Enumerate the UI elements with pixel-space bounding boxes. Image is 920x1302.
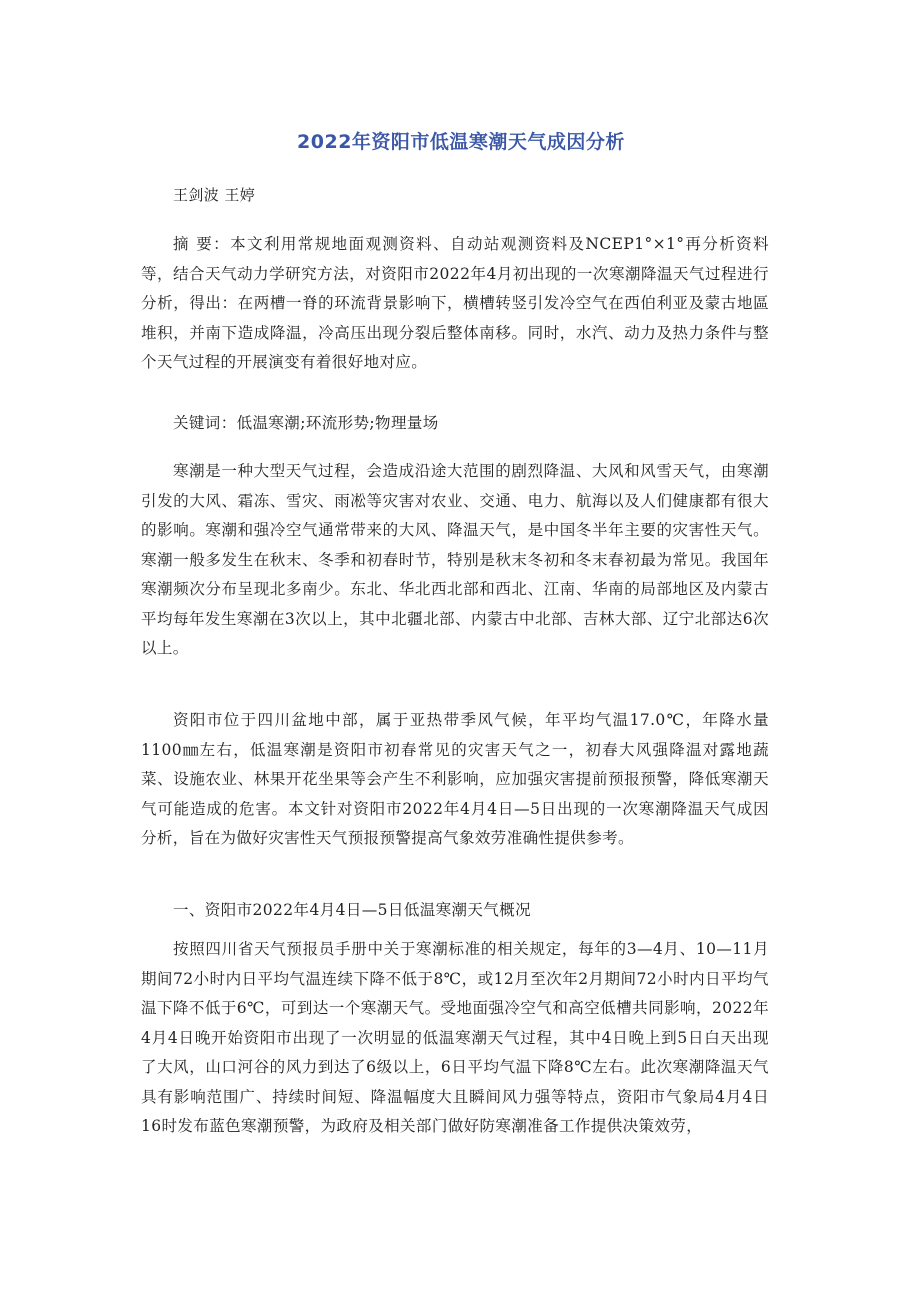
body-paragraph: 按照四川省天气预报员手册中关于寒潮标准的相关规定，每年的3—4月、10—11月期间72小时内日平均气温连续下降不低于8℃，或12月至次年2月期间72小时内日平均气温下降不低于6℃，可到达一个寒潮天气。受地面强冷空气和高空低槽共同影响，2022年4月4日晚开始资阳市出现了一次明显的低温寒潮天气过程，其中4日晚上到5日白天出现了大风，山口河谷的风力到达了6级以上，6日平均气温下降8℃左右。此次寒潮降温天气具有影响范围广、持续时间短、降温幅度大且瞬间风力强等特点，资阳市气象局4月4日16时发布蓝色寒潮预警，为政府及相关部门做好防寒潮准备工作提供决策效劳， bbox=[141, 940, 769, 1135]
keywords-paragraph: 关键词：低温寒潮;环流形势;物理量场 bbox=[173, 414, 439, 432]
article-title: 2022年资阳市低温寒潮天气成因分析 bbox=[297, 131, 625, 153]
body-paragraph: 资阳市位于四川盆地中部，属于亚热带季风气候，年平均气温17.0℃，年降水量1100㎜左右，低温寒潮是资阳市初春常见的灾害天气之一，初春大风强降温对露地蔬菜、设施农业、林果开花坐果等会产生不利影响，应加强灾害提前预报预警，降低寒潮天气可能造成的危害。本文针对资阳市2022年4月4日—5日出现的一次寒潮降温天气成因分析，旨在为做好灾害性天气预报预警提高气象效劳准确性提供参考。 bbox=[141, 711, 769, 847]
article-authors: 王剑波 王婷 bbox=[173, 186, 256, 204]
body-paragraph: 寒潮是一种大型天气过程，会造成沿途大范围的剧烈降温、大风和风雪天气，由寒潮引发的大风、霜冻、雪灾、雨凇等灾害对农业、交通、电力、航海以及人们健康都有很大的影响。寒潮和强冷空气通常带来的大风、降温天气，是中国冬半年主要的灾害性天气。寒潮一般多发生在秋末、冬季和初春时节，特别是秋末冬初和冬末春初最为常见。我国年寒潮频次分布呈现北多南少。东北、华北西北部和西北、江南、华南的局部地区及内蒙古平均每年发生寒潮在3次以上，其中北疆北部、内蒙古中北部、吉林大部、辽宁北部达6次以上。 bbox=[141, 462, 769, 657]
abstract-paragraph: 摘 要：本文利用常规地面观测资料、自动站观测资料及NCEP1°×1°再分析资料等，结合天气动力学研究方法，对资阳市2022年4月初出现的一次寒潮降温天气过程进行分析，得出：在两槽一脊的环流背景影响下，横槽转竖引发冷空气在西伯利亚及蒙古地區堆积，并南下造成降温，冷高压出现分裂后整体南移。同时，水汽、动力及热力条件与整个天气过程的开展演变有着很好地对应。 bbox=[141, 235, 769, 371]
section-heading: 一、资阳市2022年4月4日—5日低温寒潮天气概况 bbox=[173, 901, 532, 919]
